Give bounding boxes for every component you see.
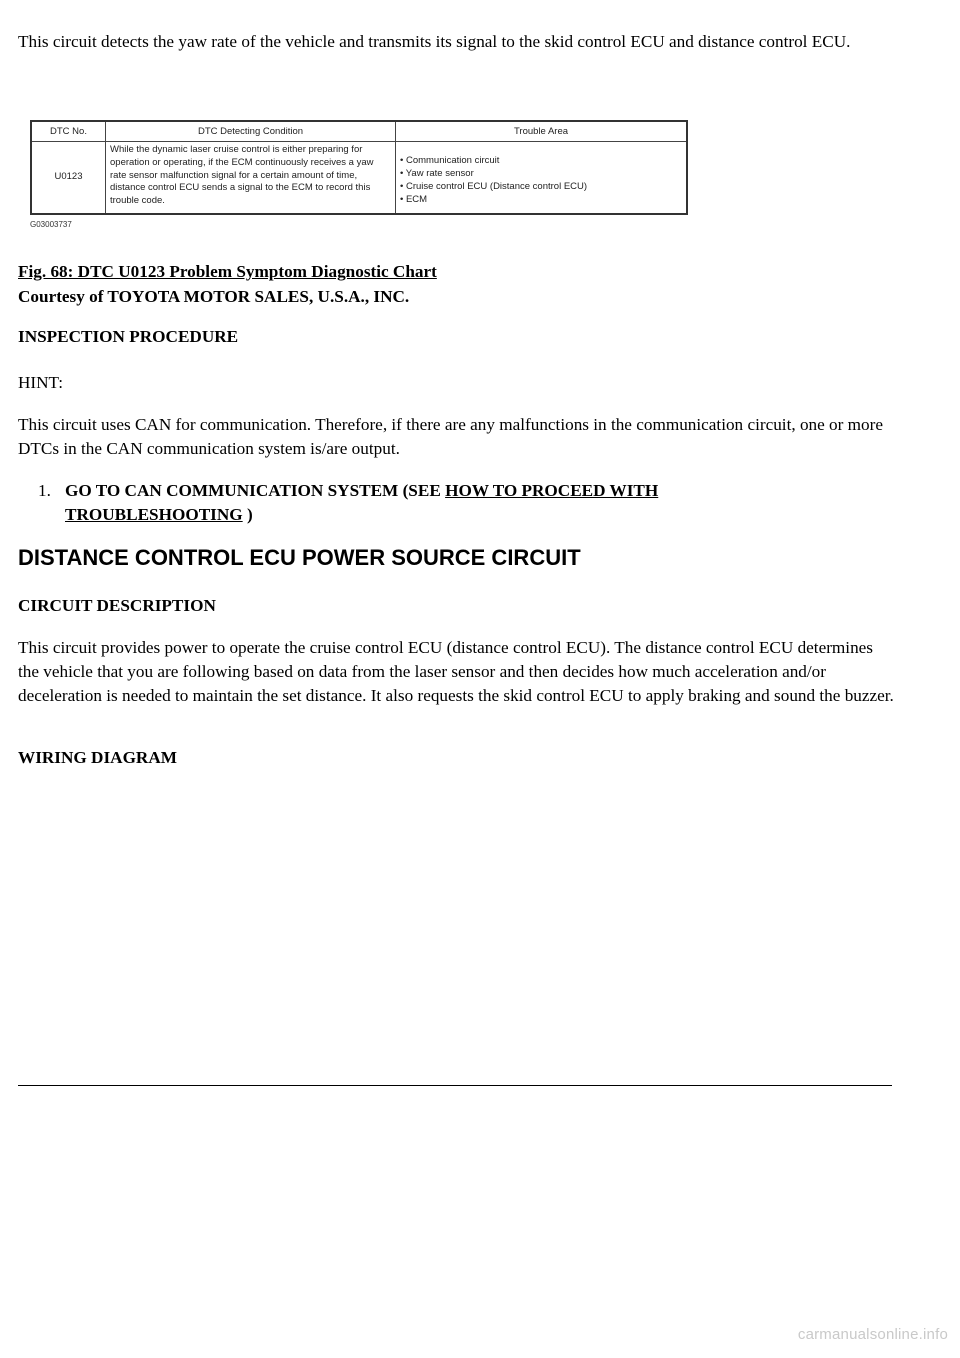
condition-line: While the dynamic laser cruise control is either preparing for bbox=[110, 144, 363, 155]
step-number: 1. bbox=[38, 481, 51, 500]
condition-cell bbox=[106, 142, 396, 213]
step-1-text bbox=[65, 479, 785, 527]
site-watermark: carmanualsonline.info bbox=[797, 1326, 948, 1343]
trouble-area-item: • Cruise control ECU (Distance control ECU) bbox=[400, 181, 588, 192]
dtc-chart-figure bbox=[30, 120, 688, 215]
intro-paragraph: This circuit detects the yaw rate of the vehicle and transmits its signal to the skid control ECU and distance control ECU. bbox=[18, 32, 851, 51]
inspection-procedure-heading: INSPECTION PROCEDURE bbox=[18, 327, 239, 346]
trouble-area-item: • ECM bbox=[400, 194, 428, 205]
table-header-condition: DTC Detecting Condition bbox=[106, 122, 396, 142]
how-to-proceed-link[interactable]: HOW TO PROCEED WITH TROUBLESHOOTING bbox=[65, 481, 659, 524]
figure-caption-link[interactable]: Fig. 68: DTC U0123 Problem Symptom Diagnostic Chart bbox=[18, 262, 437, 281]
condition-line: rate sensor malfunction signal for a certain amount of time, bbox=[110, 169, 358, 181]
trouble-area-item: • Yaw rate sensor bbox=[400, 168, 474, 179]
figure-image-id: G03003737 bbox=[30, 220, 72, 229]
courtesy-line: Courtesy of TOYOTA MOTOR SALES, U.S.A., INC. bbox=[18, 287, 410, 306]
dtc-code-cell bbox=[32, 142, 106, 213]
condition-line: trouble code. bbox=[110, 195, 165, 207]
condition-line: distance control ECU sends a signal to the ECM to record this bbox=[110, 182, 371, 194]
hint-label: HINT: bbox=[18, 373, 63, 392]
step-text-suffix: ) bbox=[242, 505, 253, 524]
trouble-area-item: • Communication circuit bbox=[400, 155, 500, 166]
table-header-dtc-no: DTC No. bbox=[32, 122, 106, 142]
figure-caption-line bbox=[18, 260, 898, 284]
section-title: DISTANCE CONTROL ECU POWER SOURCE CIRCUIT bbox=[18, 545, 581, 570]
wiring-diagram-heading: WIRING DIAGRAM bbox=[18, 748, 177, 767]
dtc-code: U0123 bbox=[54, 171, 83, 183]
table-header-trouble-area: Trouble Area bbox=[396, 122, 686, 142]
circuit-description-heading: CIRCUIT DESCRIPTION bbox=[18, 596, 216, 615]
hint-paragraph: This circuit uses CAN for communication. Therefore, if there are any malfunctions in the communication circuit, one or more DTCs in the CAN communication system is/are output. bbox=[18, 415, 883, 458]
circuit-description-paragraph: This circuit provides power to operate the cruise control ECU (distance control ECU). The distance control ECU determines the vehicle that you are following based on data from the laser sensor and then decides how much acceleration and/or deceleration is needed to maintain the set distance. It also requests the skid control ECU to apply braking and sound the buzzer. bbox=[18, 638, 894, 705]
step-text-prefix: GO TO CAN COMMUNICATION SYSTEM (SEE bbox=[65, 481, 446, 500]
condition-line: operation or operating, if the ECM continuously receives a yaw bbox=[110, 156, 374, 168]
page-divider bbox=[18, 1085, 892, 1086]
trouble-area-cell bbox=[396, 142, 686, 213]
